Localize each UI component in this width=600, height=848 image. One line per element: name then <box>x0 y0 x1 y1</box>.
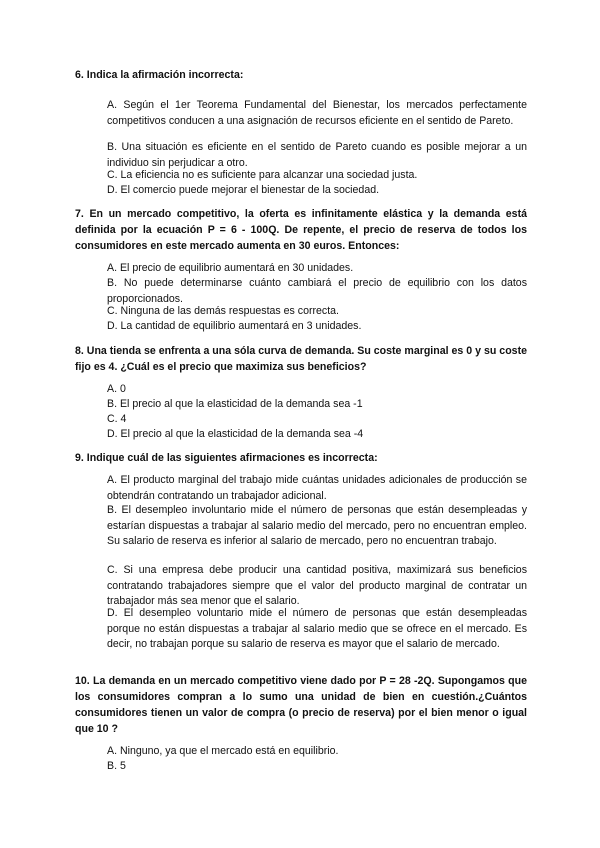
question-6-option-c: C. La eficiencia no es suficiente para alcanzar una sociedad justa. <box>107 169 418 181</box>
question-8-option-b: B. El precio al que la elasticidad de la demanda sea -1 <box>107 398 363 410</box>
question-7-option-a: A. El precio de equilibrio aumentará en 30 unidades. <box>107 262 354 274</box>
question-8-option-c: C. 4 <box>107 413 127 425</box>
question-7-option-d: D. La cantidad de equilibrio aumentará en 3 unidades. <box>107 320 362 332</box>
question-6-option-b: B. Una situación es eficiente en el sentido de Pareto cuando es posible mejorar a un individuo sin perjudicar a otro. <box>107 141 527 169</box>
question-8-option-a: A. 0 <box>107 383 126 395</box>
question-6-option-a: A. Según el 1er Teorema Fundamental del Bienestar, los mercados perfectamente competitivos conducen a una asignación de recursos eficiente en el sentido de Pareto. <box>107 99 527 127</box>
question-9-title: 9. Indique cuál de las siguientes afirmaciones es incorrecta: <box>75 452 378 464</box>
question-9-option-d: D. El desempleo voluntario mide el número de personas que están desempleadas porque no están dispuestas a trabajar al salario medio que se ofrece en el mercado. Es decir, no trabajan porque su salario de reserva es mayor que el salario de mercado. <box>107 607 527 651</box>
question-10-option-b: B. 5 <box>107 760 126 772</box>
question-10-title: 10. La demanda en un mercado competitivo viene dado por P = 28 -2Q. Supongamos que los consumidores compran a lo sumo una unidad de bien en cuestión.¿Cuántos consumidores tienen un valor de compra (o precio de reserva) por el bien menor o igual que 10 ? <box>75 675 527 735</box>
question-7-option-c: C. Ninguna de las demás respuestas es correcta. <box>107 305 340 317</box>
question-10-option-a: A. Ninguno, ya que el mercado está en equilibrio. <box>107 745 339 757</box>
question-9-option-b: B. El desempleo involuntario mide el número de personas que están desempleadas y estarían dispuestas a trabajar al salario medio del mercado, pero no encuentran empleo. Su salario de reserva es inferior al salario de mercado, pero no encuentran trabajo. <box>107 504 527 548</box>
question-9-option-a: A. El producto marginal del trabajo mide cuántas unidades adicionales de producción se obtendrán contratando un trabajador adicional. <box>107 474 527 502</box>
question-7-title: 7. En un mercado competitivo, la oferta es infinitamente elástica y la demanda está definida por la ecuación P = 6 - 100Q. De repente, el precio de reserva de todos los consumidores en este mercado aumenta en 30 euros. Entonces: <box>75 208 527 252</box>
question-8-title: 8. Una tienda se enfrenta a una sóla curva de demanda. Su coste marginal es 0 y su coste fijo es 4. ¿Cuál es el precio que maximiza sus beneficios? <box>75 345 527 373</box>
question-8-option-d: D. El precio al que la elasticidad de la demanda sea -4 <box>107 428 364 440</box>
question-6-title: 6. Indica la afirmación incorrecta: <box>75 69 244 81</box>
question-7-option-b: B. No puede determinarse cuánto cambiará el precio de equilibrio con los datos proporcionados. <box>107 277 527 305</box>
question-9-option-c: C. Si una empresa debe producir una cantidad positiva, maximizará sus beneficios contratando trabajadores siempre que el valor del producto marginal de contratar un trabajador más sea menor que el salario. <box>107 564 527 608</box>
question-6-option-d: D. El comercio puede mejorar el bienestar de la sociedad. <box>107 184 380 196</box>
